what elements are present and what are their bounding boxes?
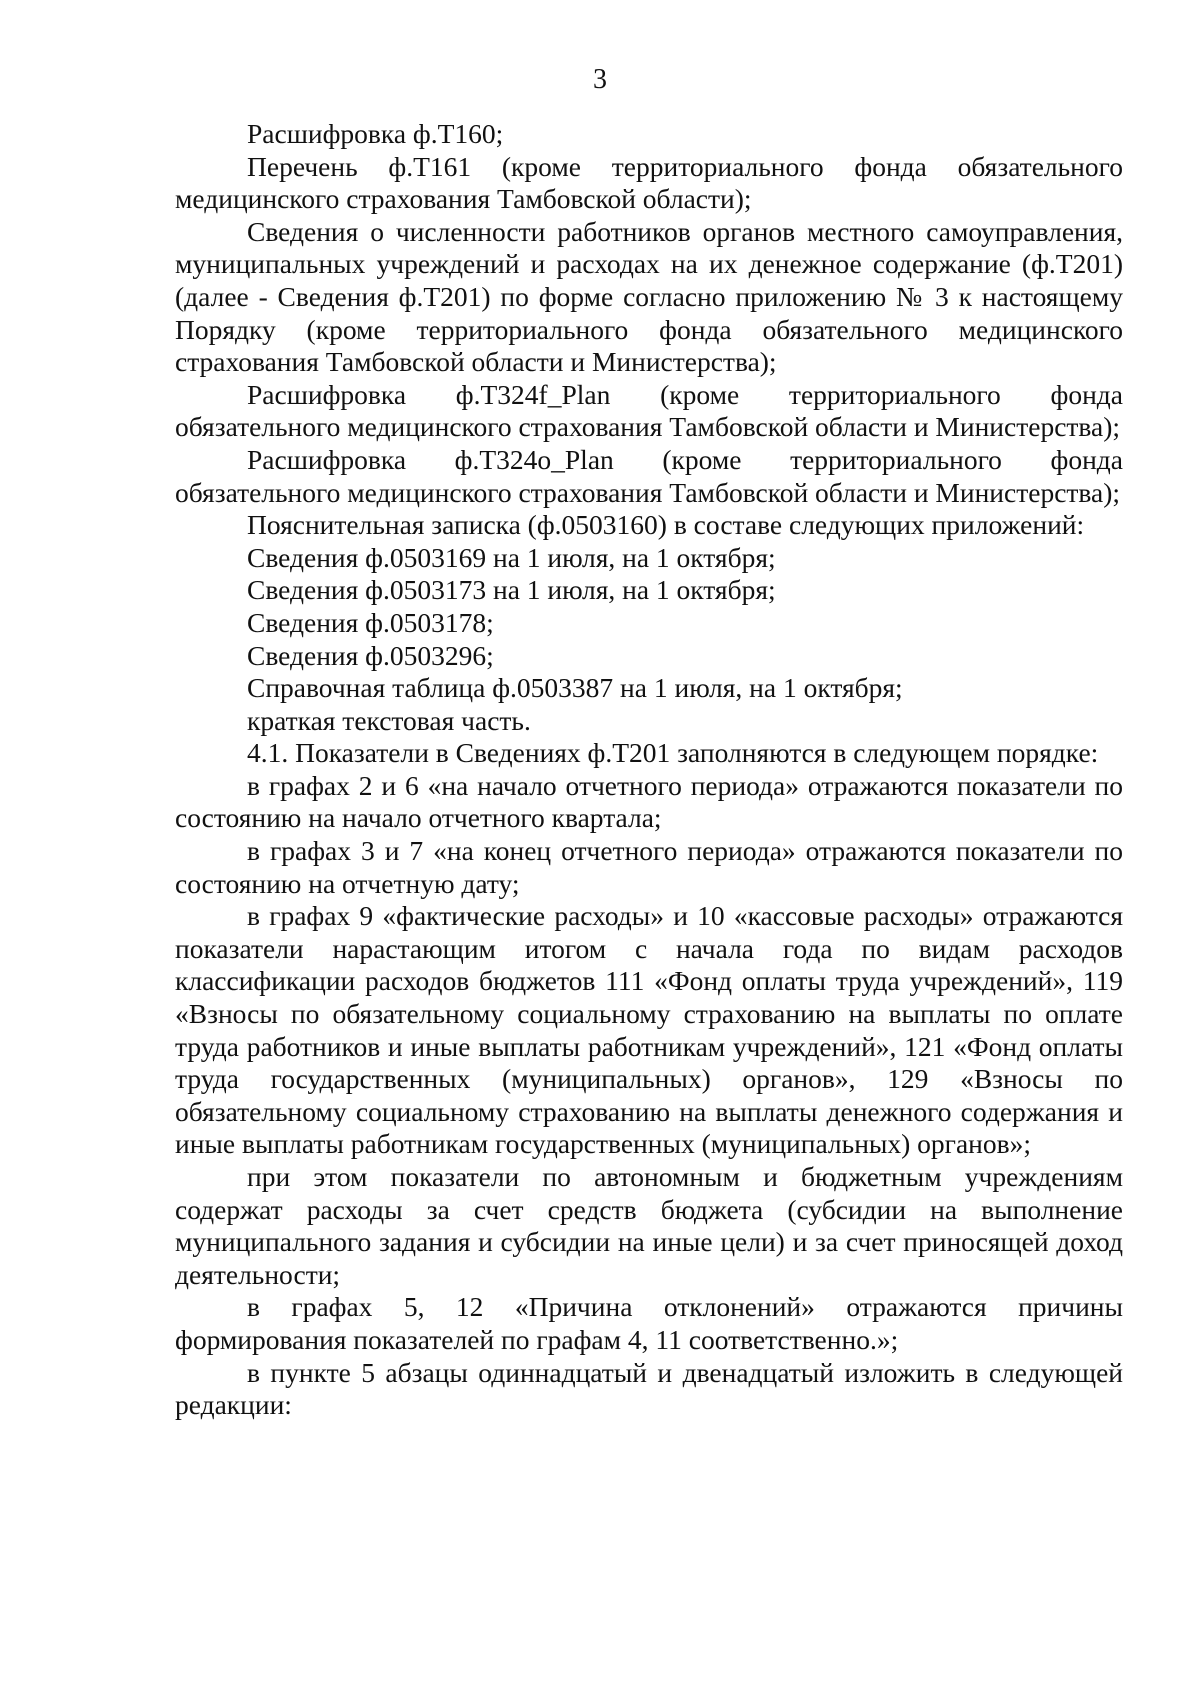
paragraph: 4.1. Показатели в Сведениях ф.Т201 заполняются в следующем порядке: xyxy=(247,737,1099,769)
paragraph: Сведения ф.0503178; xyxy=(247,606,494,638)
paragraph: в пункте 5 абзацы одиннадцатый и двенадцатый изложить в следующей редакции: xyxy=(175,1356,1123,1421)
paragraph: в графах 3 и 7 «на конец отчетного периода» отражаются показатели по состоянию на отчетную дату; xyxy=(175,835,1123,899)
paragraph: Справочная таблица ф.0503387 на 1 июля, на 1 октября; xyxy=(247,672,903,704)
paragraph: Расшифровка ф.T324o_Plan (кроме территориального фонда обязательного медицинского страхования Тамбовской области и Министерства); xyxy=(175,443,1123,508)
paragraph: в графах 9 «фактические расходы» и 10 «кассовые расходы» отражаются показатели нарастающим итогом с начала года по видам расходов классификации расходов бюджетов 111 «Фонд оплаты труда учреждений», 119 «Взносы по обязательному социальному страхованию на выплаты по оплате труда работников и иные выплаты работникам учреждений», 121 «Фонд оплаты труда государственных (муниципальных) органов», 129 «Взносы по обязательному социальному страхованию на выплаты денежного содержания и иные выплаты работникам государственных (муниципальных) органов»; xyxy=(175,900,1123,1160)
paragraph: краткая текстовая часть. xyxy=(247,704,531,736)
paragraph: при этом показатели по автономным и бюджетным учреждениям содержат расходы за счет средств бюджета (субсидии на выполнение муниципального задания и субсидии на иные цели) и за счет приносящей доход деятельности; xyxy=(175,1161,1123,1290)
paragraph: Сведения ф.0503173 на 1 июля, на 1 октября; xyxy=(247,574,776,606)
document-body xyxy=(175,118,1123,1422)
paragraph: Расшифровка ф.T324f_Plan (кроме территориального фонда обязательного медицинского страхования Тамбовской области и Министерства); xyxy=(175,378,1123,443)
paragraph: Пояснительная записка (ф.0503160) в составе следующих приложений: xyxy=(247,509,1085,541)
paragraph: Сведения ф.0503296; xyxy=(247,639,494,671)
paragraph: Сведения о численности работников органов местного самоуправления, муниципальных учреждений и расходах на их денежное содержание (ф.Т201) (далее - Сведения ф.Т201) по форме согласно приложению № 3 к настоящему Порядку (кроме территориального фонда обязательного медицинского страхования Тамбовской области и Министерства); xyxy=(175,215,1123,378)
paragraph: Сведения ф.0503169 на 1 июля, на 1 октября; xyxy=(247,541,776,573)
paragraph: в графах 5, 12 «Причина отклонений» отражаются причины формирования показателей по графам 4, 11 соответственно.»; xyxy=(175,1291,1123,1355)
page-number: 3 xyxy=(593,64,607,95)
paragraph: Расшифровка ф.Т160; xyxy=(247,118,504,149)
paragraph: Перечень ф.Т161 (кроме территориального фонда обязательного медицинского страхования Тамбовской области); xyxy=(175,150,1123,215)
paragraph: в графах 2 и 6 «на начало отчетного периода» отражаются показатели по состоянию на начало отчетного квартала; xyxy=(175,769,1123,834)
